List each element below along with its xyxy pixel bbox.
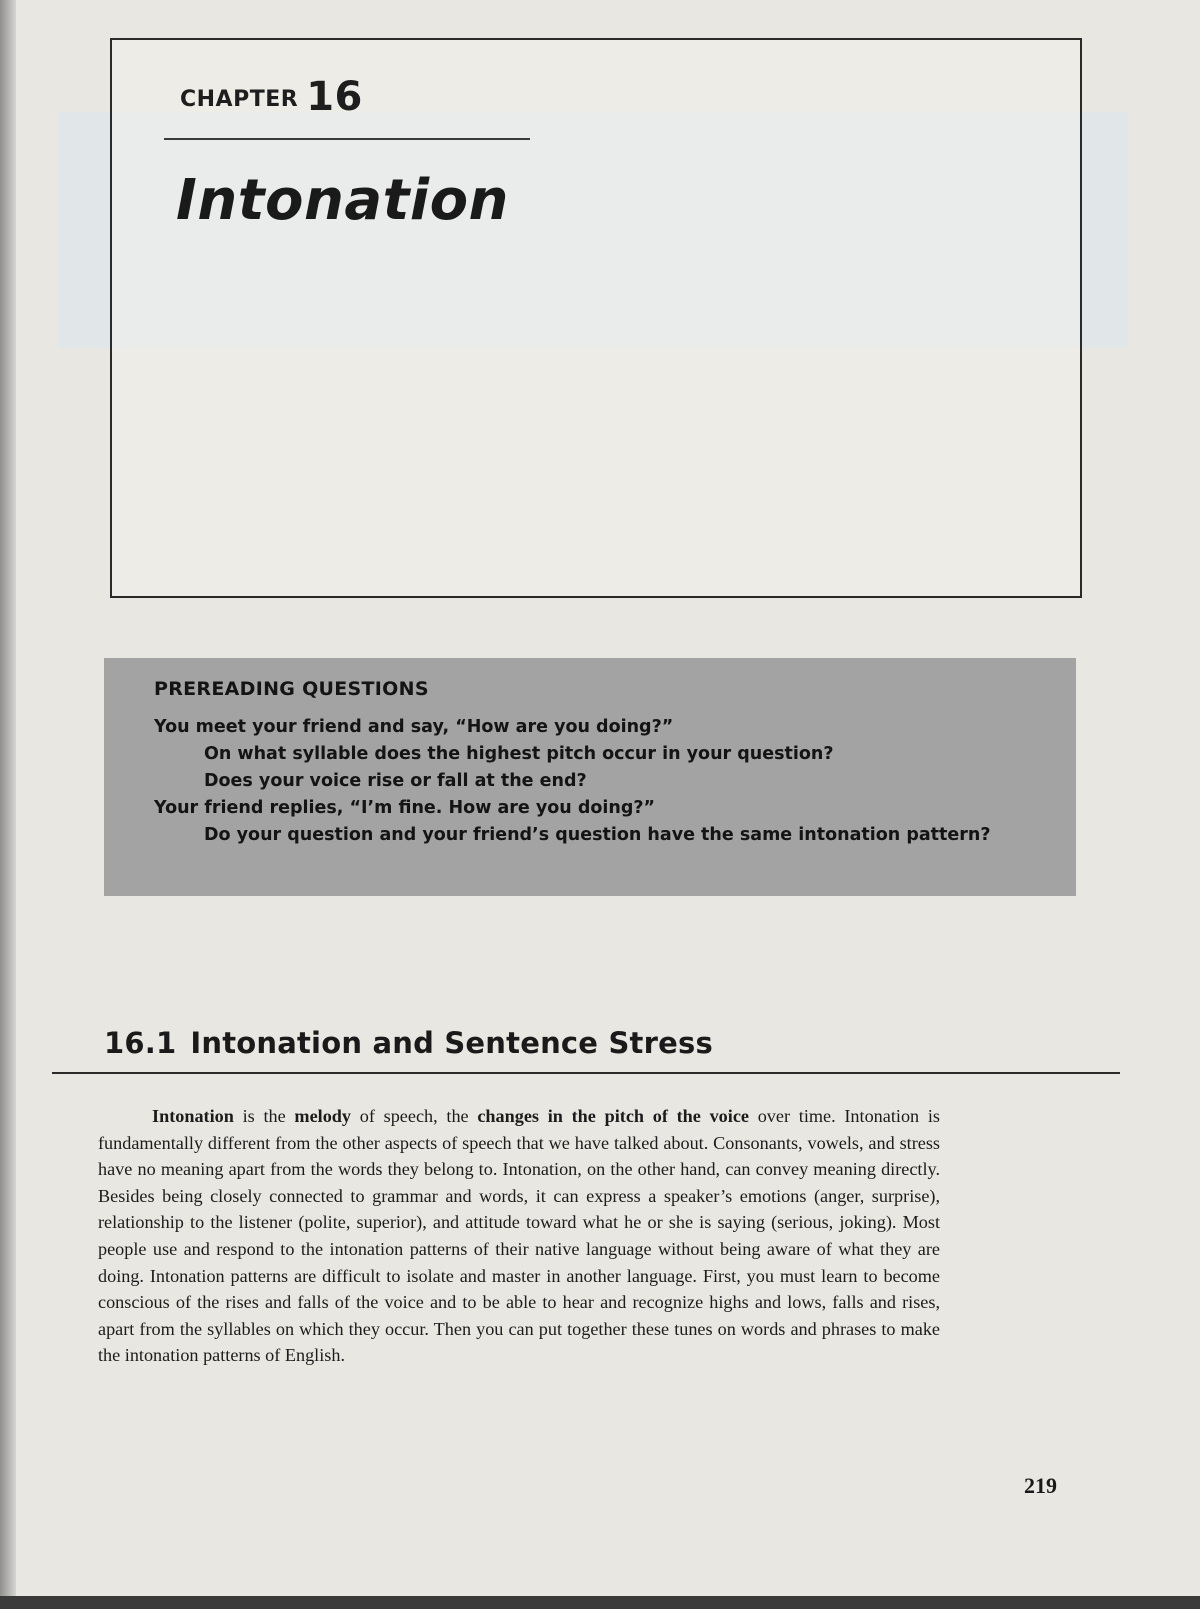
chapter-title: Intonation <box>176 168 509 233</box>
scan-bottom-edge <box>0 1596 1200 1609</box>
scan-left-edge <box>0 0 16 1609</box>
prereading-line: You meet your friend and say, “How are you doing?” <box>154 717 674 737</box>
chapter-header-box <box>110 38 1082 598</box>
term-melody: melody <box>294 1106 352 1126</box>
chapter-label <box>180 74 363 120</box>
prereading-line: Do your question and your friend’s question have the same intonation pattern? <box>204 825 991 845</box>
section-heading <box>104 1026 713 1060</box>
section-title: Intonation and Sentence Stress <box>190 1026 713 1060</box>
prereading-heading: PREREADING QUESTIONS <box>154 678 429 700</box>
section-number: 16.1 <box>104 1026 177 1060</box>
term-pitch-changes: changes in the pitch of the voice <box>477 1106 749 1126</box>
page-number: 219 <box>1024 1473 1057 1498</box>
chapter-label-text: CHAPTER <box>180 87 299 112</box>
prereading-lines <box>154 714 1026 849</box>
prereading-line: Does your voice rise or fall at the end? <box>204 771 587 791</box>
prereading-line: On what syllable does the highest pitch occur in your question? <box>204 744 834 764</box>
chapter-number: 16 <box>306 74 363 120</box>
body-text-2: of speech, the <box>351 1106 478 1126</box>
section-rule <box>52 1072 1120 1074</box>
term-intonation: Intonation <box>152 1106 234 1126</box>
body-paragraph <box>98 1103 940 1369</box>
prereading-questions-box <box>104 658 1076 896</box>
body-text-1: is the <box>233 1106 295 1126</box>
prereading-line: Your friend replies, “I’m fine. How are you doing?” <box>154 798 656 818</box>
body-text-3: over time. Intonation is fundamentally different from the other aspects of speech that we have talked about. Consonants, vowels, and stress have no meaning apart from the words they belong to. Intonation, on the other hand, can convey meaning directly. Besides being closely connected to grammar and words, it can express a speaker’s emotions (anger, surprise), relationship to the listener (polite, superior), and attitude toward what he or she is saying (serious, joking). Most people use and respond to the intonation patterns of their native language without being aware of what they are doing. Intonation patterns are difficult to isolate and master in another language. First, you must learn to become conscious of the rises and falls of the voice and to be able to hear and recognize highs and lows, falls and rises, apart from the syllables on which they occur. Then you can put together these tunes on words and phrases to make the intonation patterns of English. <box>98 1106 940 1366</box>
chapter-rule <box>164 138 530 140</box>
